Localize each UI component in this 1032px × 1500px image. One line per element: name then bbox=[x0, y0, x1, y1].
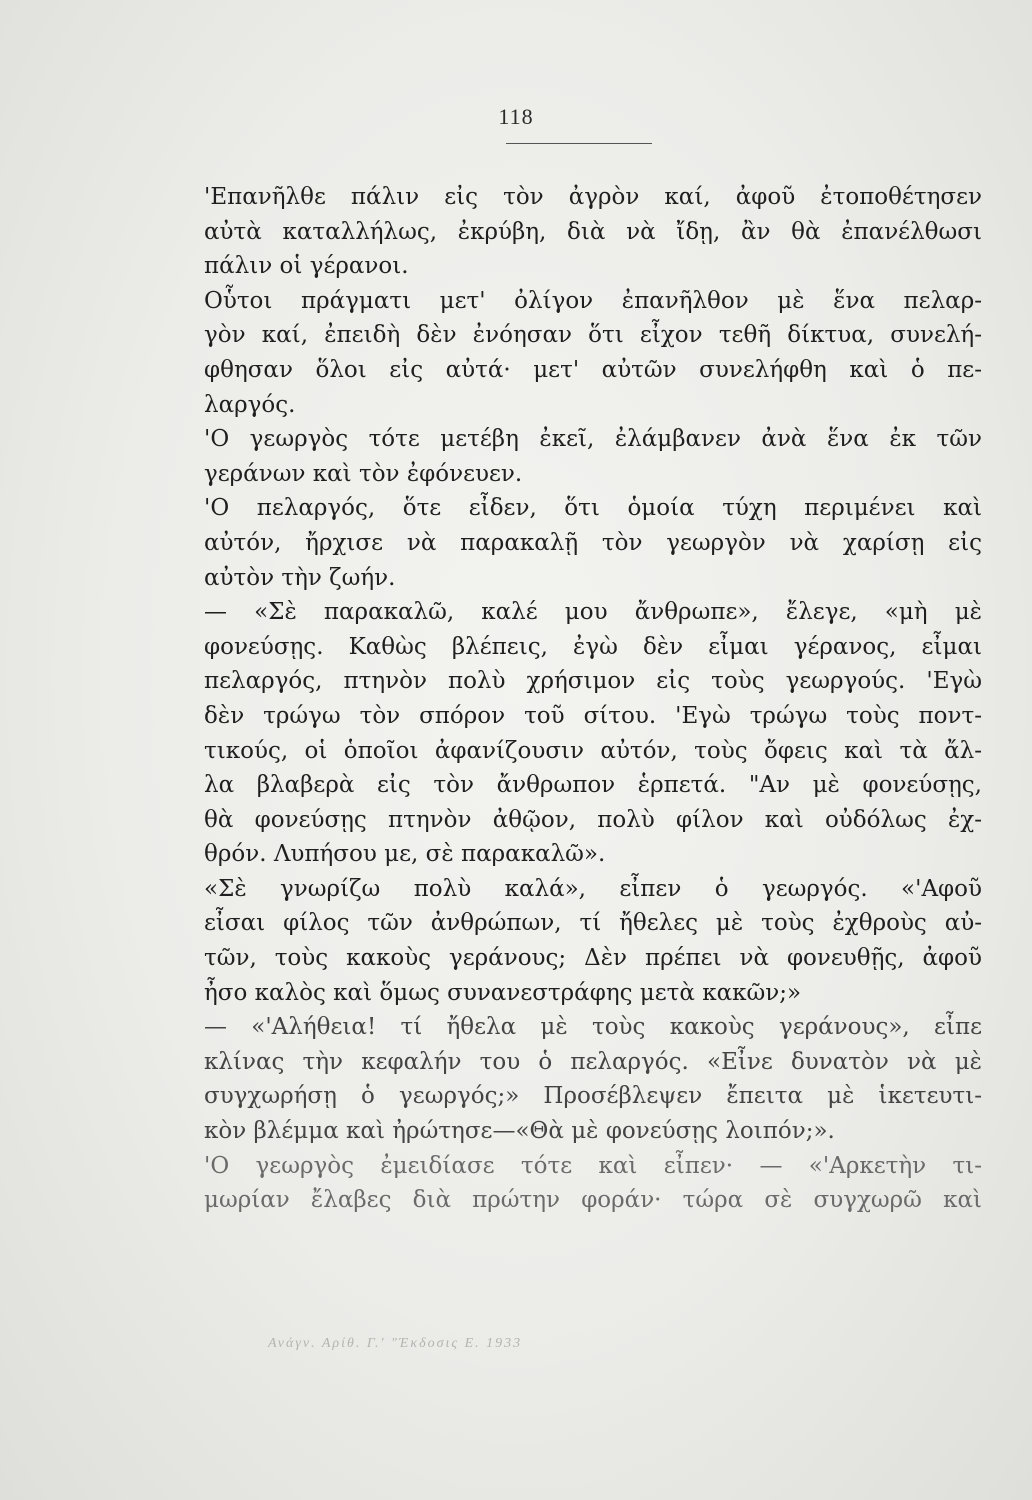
text-line: λαργός. bbox=[204, 391, 296, 418]
page-number: 118 bbox=[498, 104, 534, 129]
body-text bbox=[204, 180, 982, 1218]
text-line: αὐτόν, ἤρχισε νὰ παρακαλῇ τὸν γεωργὸν νὰ χαρίσῃ εἰς bbox=[204, 529, 982, 556]
text-line: συγχωρήσῃ ὁ γεωργός;» Προσέβλεψεν ἔπειτα μὲ ἱκετευτι- bbox=[204, 1083, 982, 1110]
text-line: μωρίαν ἔλαβες διὰ πρώτην φοράν· τώρα σὲ συγχωρῶ καὶ bbox=[204, 1187, 982, 1214]
text-line: γεράνων καὶ τὸν ἐφόνευεν. bbox=[204, 460, 523, 487]
text-line: λα βλαβερὰ εἰς τὸν ἄνθρωπον ἑρπετά. "Αν μὲ φονεύσῃς, bbox=[204, 772, 982, 799]
text-line: πάλιν οἱ γέρανοι. bbox=[204, 253, 409, 280]
text-line: κλίνας τὴν κεφαλήν του ὁ πελαργός. «Εἶνε δυνατὸν νὰ μὲ bbox=[204, 1048, 982, 1075]
text-line: ἦσο καλὸς καὶ ὅμως συνανεστράφης μετὰ κακῶν;» bbox=[204, 979, 802, 1006]
text-line: Οὗτοι πράγματι μετ' ὀλίγον ἐπανῆλθον μὲ ἕνα πελαρ- bbox=[204, 287, 982, 314]
text-line: γὸν καί, ἐπειδὴ δὲν ἐνόησαν ὅτι εἶχον τεθῆ δίκτυα, συνελή- bbox=[204, 322, 982, 349]
text-line: φθησαν ὅλοι εἰς αὐτά· μετ' αὐτῶν συνελήφθη καὶ ὁ πε- bbox=[204, 356, 982, 383]
text-line: 'Ο πελαργός, ὅτε εἶδεν, ὅτι ὁμοία τύχη περιμένει καὶ bbox=[204, 495, 982, 522]
text-line: εἶσαι φίλος τῶν ἀνθρώπων, τί ἤθελες μὲ τοὺς ἐχθροὺς αὐ- bbox=[204, 910, 982, 937]
text-line: δὲν τρώγω τὸν σπόρον τοῦ σίτου. 'Εγὼ τρώγω τοὺς ποντ- bbox=[204, 702, 982, 729]
header-rule bbox=[506, 143, 652, 144]
text-line: 'Επανῆλθε πάλιν εἰς τὸν ἀγρὸν καί, ἀφοῦ ἐτοποθέτησεν bbox=[204, 184, 982, 210]
text-line: θὰ φονεύσῃς πτηνὸν ἀθῷον, πολὺ φίλον καὶ οὐδόλως ἐχ- bbox=[204, 806, 982, 833]
text-line: κὸν βλέμμα καὶ ἠρώτησε—«Θὰ μὲ φονεύσῃς λοιπόν;». bbox=[204, 1118, 835, 1145]
text-line: θρόν. Λυπήσου με, σὲ παρακαλῶ». bbox=[204, 841, 606, 868]
text-line: — «'Αλήθεια! τί ἤθελα μὲ τοὺς κακοὺς γεράνους», εἶπε bbox=[204, 1014, 982, 1041]
text-line: — «Σὲ παρακαλῶ, καλέ μου ἄνθρωπε», ἔλεγε, «μὴ μὲ bbox=[204, 599, 982, 626]
text-line: 'Ο γεωργὸς ἐμειδίασε τότε καὶ εἶπεν· — «'Αρκετὴν τι- bbox=[204, 1152, 982, 1179]
text-line: 'Ο γεωργὸς τότε μετέβη ἐκεῖ, ἐλάμβανεν ἀνὰ ἕνα ἐκ τῶν bbox=[204, 426, 982, 453]
text-line: αὐτὸν τὴν ζωήν. bbox=[204, 564, 396, 591]
printer-footer-mark: Ανάγν. Αρίθ. Γ.' "Έκδοσις Ε. 1933 bbox=[268, 1336, 523, 1351]
text-line: φονεύσῃς. Καθὼς βλέπεις, ἐγὼ δὲν εἶμαι γέρανος, εἶμαι bbox=[204, 633, 982, 660]
text-line: «Σὲ γνωρίζω πολὺ καλά», εἶπεν ὁ γεωργός. «'Αφοῦ bbox=[204, 875, 982, 902]
text-line: αὐτὰ καταλλήλως, ἐκρύβη, διὰ νὰ ἴδῃ, ἂν θὰ ἐπανέλθωσι bbox=[204, 218, 982, 245]
text-line: τικούς, οἱ ὁποῖοι ἀφανίζουσιν αὐτόν, τοὺς ὄφεις καὶ τὰ ἄλ- bbox=[204, 737, 982, 764]
text-line: πελαργός, πτηνὸν πολὺ χρήσιμον εἰς τοὺς γεωργούς. 'Εγὼ bbox=[204, 668, 982, 695]
text-line: τῶν, τοὺς κακοὺς γεράνους; Δὲν πρέπει νὰ φονευθῇς, ἀφοῦ bbox=[204, 945, 982, 972]
